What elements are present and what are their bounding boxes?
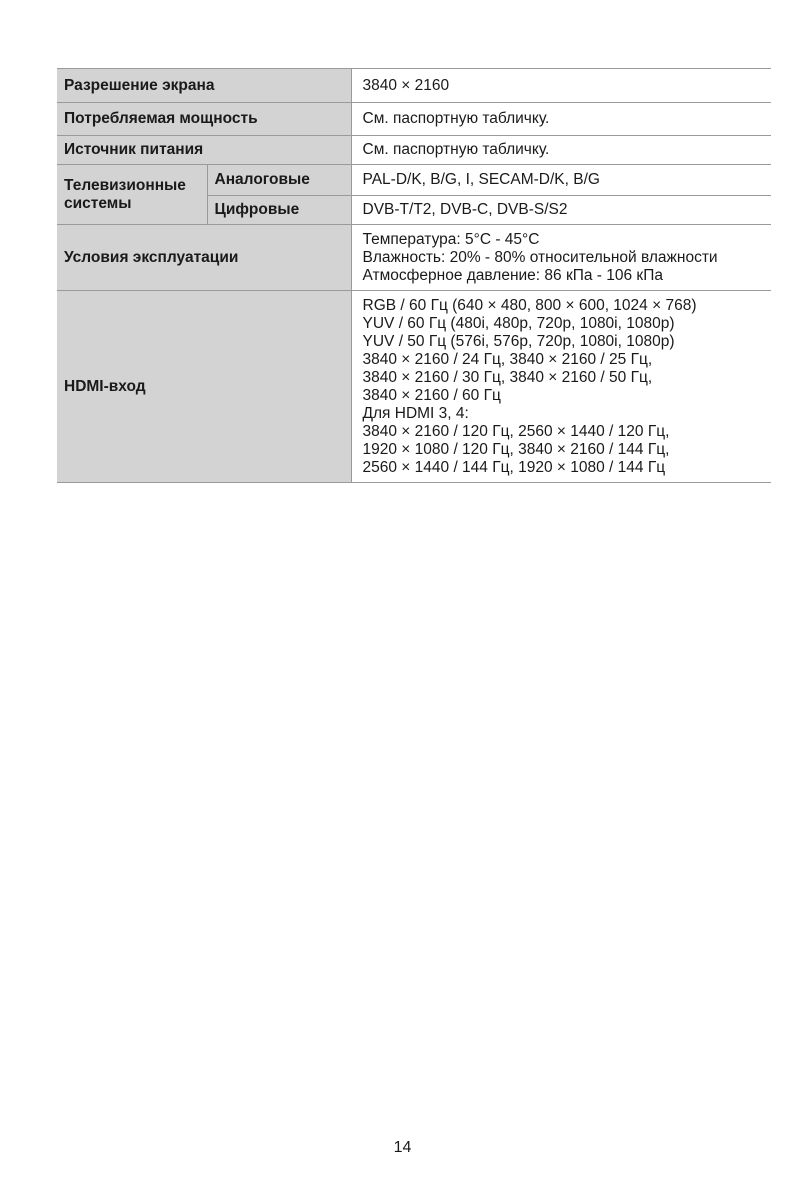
hdmi-line: 3840 × 2160 / 120 Гц, 2560 × 1440 / 120 Гц, (362, 422, 670, 440)
hdmi-line: YUV / 50 Гц (576i, 576p, 720p, 1080i, 1080p) (362, 332, 675, 350)
spec-value-tv-analog: PAL-D/K, B/G, I, SECAM-D/K, B/G (351, 165, 771, 196)
hdmi-line: 2560 × 1440 / 144 Гц, 1920 × 1080 / 144 Гц (362, 458, 666, 476)
spec-value-power: См. паспортную табличку. (351, 103, 771, 136)
spec-value-tv-digital: DVB-T/T2, DVB-C, DVB-S/S2 (351, 196, 771, 225)
spec-value-resolution: 3840 × 2160 (351, 69, 771, 103)
spec-value-hdmi (351, 291, 771, 483)
tv-systems-label-line1: Телевизионные (64, 176, 186, 194)
spec-label-hdmi: HDMI-вход (57, 291, 351, 483)
hdmi-line: 3840 × 2160 / 24 Гц, 3840 × 2160 / 25 Гц, (362, 350, 653, 368)
spec-row-hdmi (57, 291, 771, 483)
spec-row-power (57, 103, 771, 136)
conditions-line-temperature: Температура: 5°C - 45°C (362, 230, 540, 248)
spec-label-tv-systems (57, 165, 207, 225)
conditions-line-humidity: Влажность: 20% - 80% относительной влажности (362, 248, 718, 266)
specifications-table (57, 68, 771, 483)
hdmi-line: YUV / 60 Гц (480i, 480p, 720p, 1080i, 1080p) (362, 314, 675, 332)
spec-row-resolution (57, 69, 771, 103)
hdmi-line: 1920 × 1080 / 120 Гц, 3840 × 2160 / 144 Гц, (362, 440, 670, 458)
hdmi-line: RGB / 60 Гц (640 × 480, 800 × 600, 1024 × 768) (362, 296, 697, 314)
spec-row-tv-analog (57, 165, 771, 196)
tv-systems-label-line2: системы (64, 194, 132, 212)
spec-row-supply (57, 136, 771, 165)
spec-value-conditions (351, 225, 771, 291)
conditions-line-pressure: Атмосферное давление: 86 кПа - 106 кПа (362, 266, 663, 284)
spec-label-tv-analog: Аналоговые (207, 165, 351, 196)
spec-label-conditions: Условия эксплуатации (57, 225, 351, 291)
hdmi-line: 3840 × 2160 / 30 Гц, 3840 × 2160 / 50 Гц, (362, 368, 653, 386)
page-number: 14 (393, 1139, 412, 1156)
spec-label-supply: Источник питания (57, 136, 351, 165)
spec-label-tv-digital: Цифровые (207, 196, 351, 225)
hdmi-line: 3840 × 2160 / 60 Гц (362, 386, 501, 404)
spec-label-resolution: Разрешение экрана (57, 69, 351, 103)
hdmi-line: Для HDMI 3, 4: (362, 404, 469, 422)
spec-label-power: Потребляемая мощность (57, 103, 351, 136)
spec-row-conditions (57, 225, 771, 291)
spec-value-supply: См. паспортную табличку. (351, 136, 771, 165)
